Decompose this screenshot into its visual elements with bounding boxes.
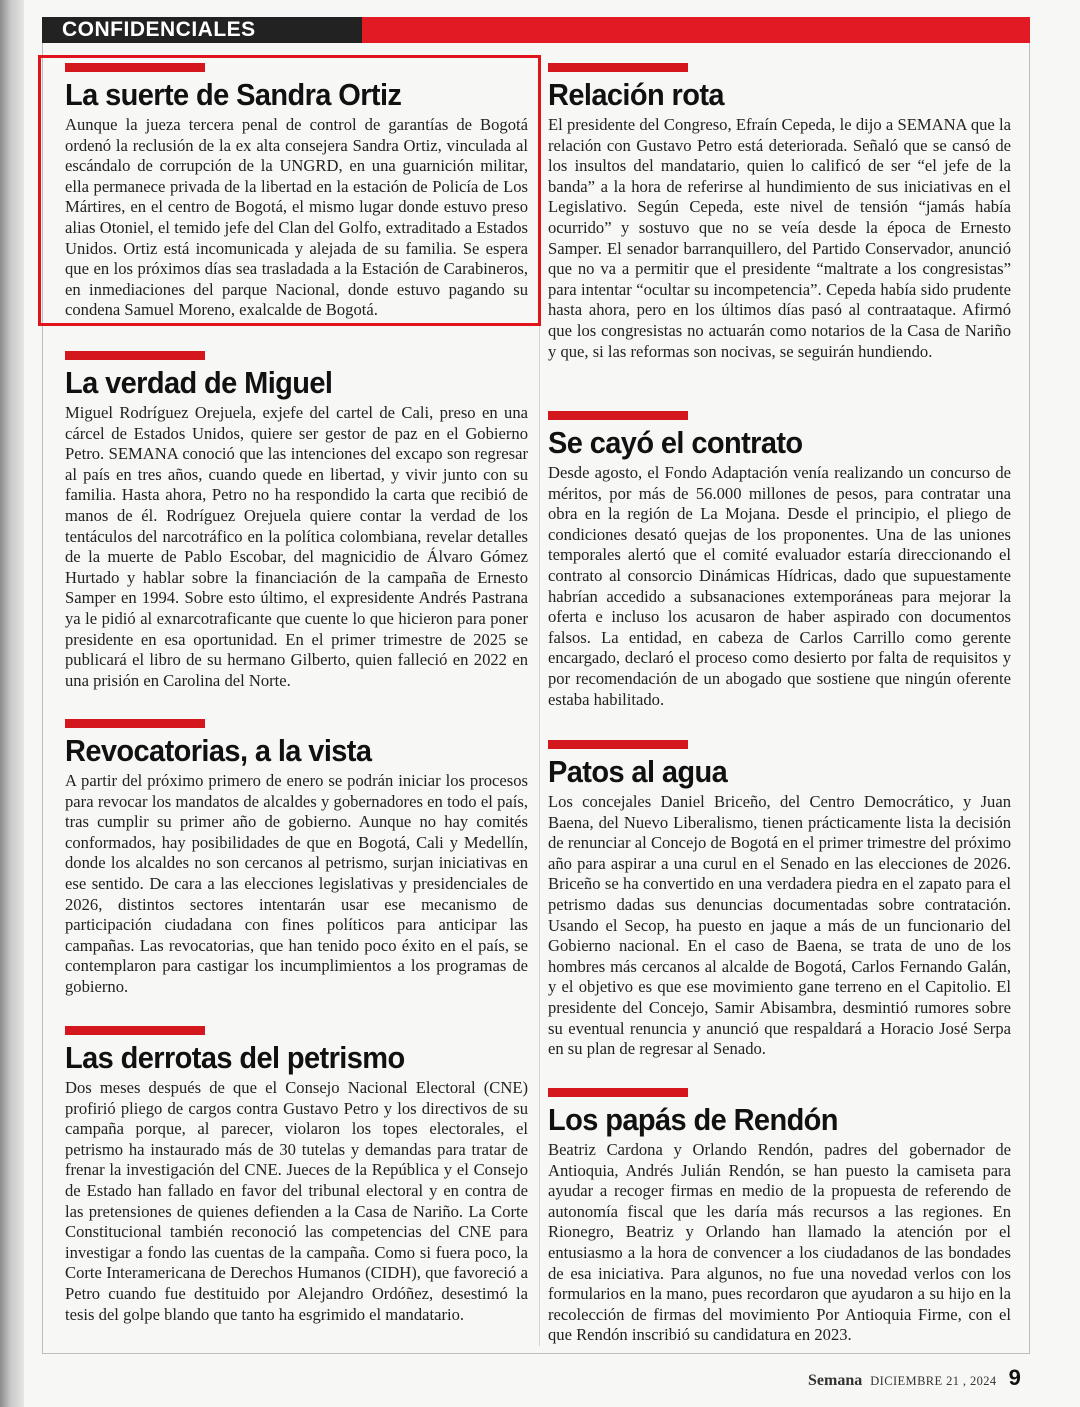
footer-brand: Semana <box>808 1372 863 1389</box>
highlight-box <box>38 55 541 326</box>
article-miguel <box>65 351 528 691</box>
article-title: La verdad de Miguel <box>65 367 333 401</box>
article-red-bar <box>548 63 688 72</box>
article-body: Dos meses después de que el Consejo Nacional Electoral (CNE) profirió pliego de cargos contra Gustavo Petro y los directivos de su campaña porque, al parecer, violaron los topes electorales, el petrismo ha instaurado más de 30 tutelas y demandas para tratar de frenar la investigación del CNE. Jueces de la República y el Consejo de Estado han fallado en favor del tribunal electoral y en contra de las pretensiones de quienes defienden a la Casa de Nariño. La Corte Constitucional también reconoció las competencias del CNE para investigar a fondo las cuentas de la campaña. Como si fuera poco, la Corte Interamericana de Derechos Humanos (CIDH), que favoreció a Petro cuando fue destituido por Alejandro Ordóñez, desestimó la tesis del golpe blando que tanto ha esgrimido el mandatario. <box>65 1078 528 1324</box>
article-body: Aunque la jueza tercera penal de control de garantías de Bogotá ordenó la reclusión de la ex alta consejera Sandra Ortiz, vinculada al escándalo de corrupción de la UNGRD, en una guarnición militar, ella permanece privada de la libertad en la estación de Policía de Los Mártires, en el centro de Bogotá, el mismo lugar donde estuvo preso alias Otoniel, el temido jefe del Clan del Golfo, extraditado a Estados Unidos. Ortiz está incomunicada y alejada de su familia. Se espera que en los próximos días sea trasladada a la Estación de Carabineros, en inmediaciones del parque Nacional, donde estuvo pagando su condena Samuel Moreno, exalcalde de Bogotá. <box>65 115 528 320</box>
page-number: 9 <box>1008 1365 1021 1390</box>
article-red-bar <box>548 411 688 420</box>
article-body: Los concejales Daniel Briceño, del Centro Democrático, y Juan Baena, del Nuevo Liberalismo, tienen prácticamente lista la decisión de renunciar al Concejo de Bogotá en el primer trimestre del próximo año para aspirar a una curul en el Senado en las elecciones de 2026. Briceño se ha convertido en una verdadera piedra en el zapato para el petrismo dadas sus denuncias documentadas sobre contratación. Usando el Secop, ha puesto en jaque a más de un funcionario del Gobierno nacional. En el caso de Baena, se trata de uno de los hombres más cercanos al alcalde de Bogotá, Carlos Fernando Galán, y el objetivo es que ese movimiento gane terreno en el Capitolio. El presidente del Concejo, Samir Abisambra, desmintió rumores sobre su eventual renuncia y anunció que respaldará a Horacio José Serpa en su plan de regresar al Senado. <box>548 792 1011 1059</box>
article-body: Beatriz Cardona y Orlando Rendón, padres del gobernador de Antioquia, Andrés Julián Rendón, se han puesto la camiseta para ayudar a recoger firmas en medio de la propuesta de referendo de autonomía fiscal que les daría más recursos a las regiones. En Rionegro, Beatriz y Orlando han llamado la atención por el entusiasmo a la hora de convencer a los ciudadanos de las bondades de esa iniciativa. Para algunos, no fue una novedad verlos con los formularios en la mano, pues recordaron que ayudaron a su hijo en la recolección de firmas del movimiento Por Antioquia Firme, con el que Rendón inscribió su candidatura en 2023. <box>548 1140 1011 1345</box>
article-patos <box>548 740 1011 1060</box>
page-binding-shadow <box>0 0 24 1407</box>
section-label: CONFIDENCIALES <box>42 17 362 43</box>
article-red-bar <box>548 740 688 749</box>
article-red-bar <box>65 1026 205 1035</box>
page-footer <box>808 1365 1021 1391</box>
article-contrato <box>548 411 1011 710</box>
article-red-bar <box>65 351 205 360</box>
article-title: Los papás de Rendón <box>548 1104 838 1138</box>
article-title: Se cayó el contrato <box>548 427 803 461</box>
article-revocatorias <box>65 719 528 998</box>
article-red-bar <box>65 719 205 728</box>
article-title: Revocatorias, a la vista <box>65 735 372 769</box>
article-rendon <box>548 1088 1011 1346</box>
article-relacion-rota <box>548 63 1011 362</box>
article-title: Patos al agua <box>548 756 728 790</box>
article-body: El presidente del Congreso, Efraín Cepeda, le dijo a SEMANA que la relación con Gustavo Petro está deteriorada. Señaló que se cansó de los insultos del mandatario, quien lo calificó de ser “el jefe de la banda” a la hora de referirse al hundimiento de sus iniciativas en el Legislativo. Según Cepeda, este nivel de tensión “jamás había ocurrido” y sostuvo que no se veía desde la época de Ernesto Samper. El senador barranquillero, del Partido Conservador, anunció que no va a permitir que el presidente “maltrate a los congresistas” para intentar “ocultar su incompetencia”. Cepeda había sido prudente hasta ahora, pero en los últimos días pasó al contraataque. Afirmó que los congresistas no actuarán como notarios de la Casa de Nariño y que, si las reformas son nocivas, se seguirán hundiendo. <box>548 115 1011 361</box>
article-title: Las derrotas del petrismo <box>65 1042 405 1076</box>
article-red-bar <box>548 1088 688 1097</box>
article-title: Relación rota <box>548 79 724 113</box>
article-body: Miguel Rodríguez Orejuela, exjefe del cartel de Cali, preso en una cárcel de Estados Unidos, quiere ser gestor de paz en el Gobierno Petro. SEMANA conoció que las intenciones del excapo son regresar al país en tres años, cuando quede en libertad, y vivir junto con su familia. Hasta ahora, Petro no ha respondido la carta que recibió de manos de él. Rodríguez Orejuela quiere contar la verdad de los tentáculos del narcotráfico en la política colombiana, revelar detalles de la muerte de Pablo Escobar, del magnicidio de Álvaro Gómez Hurtado y hablar sobre la financiación de la campaña de Ernesto Samper en 1994. Sobre esto último, el expresidente Andrés Pastrana ya le pidió al exnarcotraficante que cuente lo que hicieron para poner presidente en esa oportunidad. En el primer trimestre de 2025 se publicará el libro de su hermano Gilberto, quien falleció en 2022 en una prisión en Carolina del Norte. <box>65 403 528 690</box>
article-title: La suerte de Sandra Ortiz <box>65 79 402 113</box>
footer-date: DICIEMBRE 21 , 2024 <box>870 1374 997 1388</box>
article-derrotas <box>65 1026 528 1325</box>
article-body: A partir del próximo primero de enero se podrán iniciar los procesos para revocar los mandatos de alcaldes y gobernadores en todo el país, tras cumplir su primer año de gobierno. Aunque no hay comités conformados, hay posibilidades de que en Bogotá, Cali y Medellín, donde los alcaldes no son cercanos al petrismo, surjan iniciativas en ese sentido. De cara a las elecciones legislativas y presidenciales de 2026, distintos sectores intentarán usar ese mecanismo de participación ciudadana con fines políticos para anticipar las campañas. Las revocatorias, que han tenido poco éxito en el país, se contemplaron para castigar los incumplimientos a los programas de gobierno. <box>65 771 528 996</box>
article-body: Desde agosto, el Fondo Adaptación venía realizando un concurso de méritos, por más de 56.000 millones de pesos, para contratar una obra en la región de La Mojana. Desde el principio, el pliego de condiciones desató quejas de los proponentes. Una de las uniones temporales alertó que el comité evaluador estaría direccionando el contrato al consorcio Dinámicas Hídricas, dado que supuestamente habrían accedido a subsanaciones extemporáneas para mejorar la oferta e incluso los acusaron de haber aspirado con documentos falsos. La entidad, en cabeza de Carlos Carrillo como gerente encargado, declaró el proceso como desierto por falta de requisitos y por recomendación de un abogado que sostiene que ningún oferente estaba habilitado. <box>548 463 1011 709</box>
